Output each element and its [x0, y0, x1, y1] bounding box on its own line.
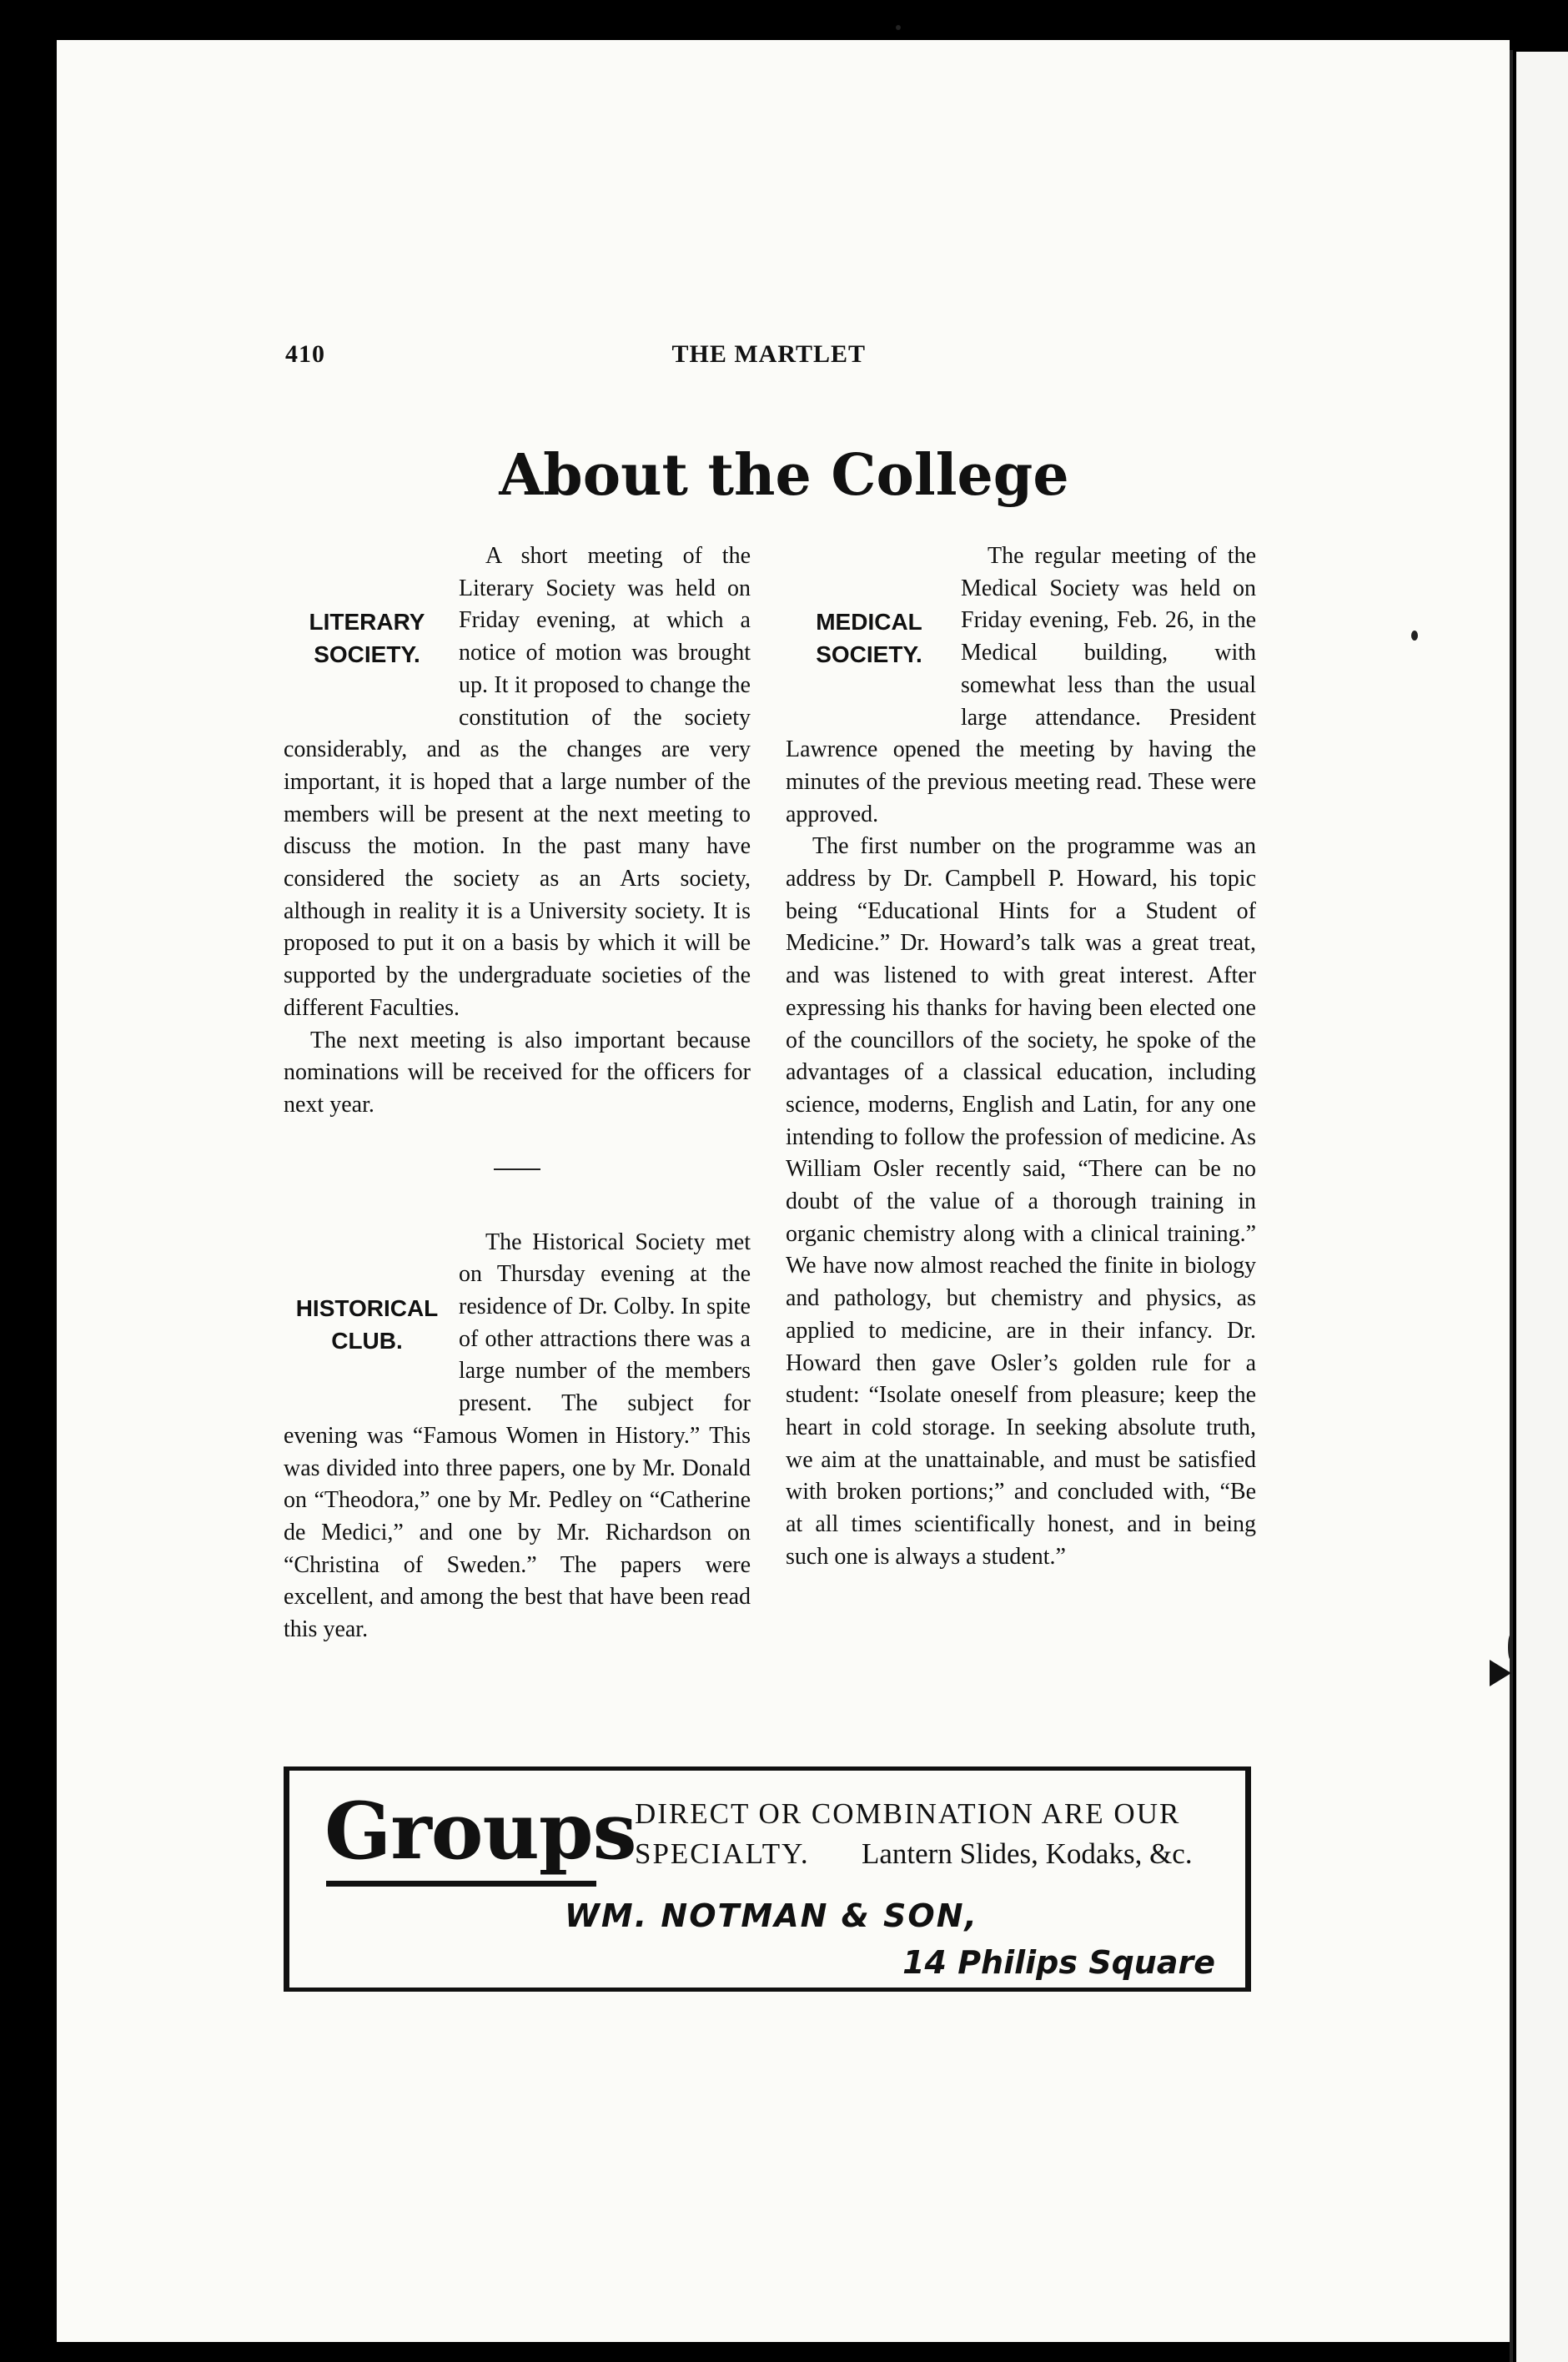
literary-society-heading: LITERARY SOCIETY.	[309, 609, 425, 667]
ink-speck	[1508, 1635, 1513, 1660]
ink-speck	[1411, 631, 1418, 641]
ad-firm-name: WM. NOTMAN & SON,	[565, 1897, 978, 1934]
medical-society-body-2: The first number on the programme was an address by Dr. Campbell P. Howard, his topic being “Educational Hints for a Student of Medicine.” Dr. Howard’s talk was a great treat, and was listened to with great interest. After expressing his thanks for having been elected one of the councillors of the society, he spoke of the advantages of a classical education, including science, moderns, English and Latin, for any one intending to follow the profession of medicine. As William Osler recently said, “There can be no doubt of the value of a thorough training in organic chemistry along with a clinical training.” We have now almost reached the finite in biology and pathology, but chemistry and physics, as applied to medicine, are in their infancy. Dr. Howard then gave Osler’s golden rule for a student: “Isolate oneself from pleasure; keep the heart in cold storage. In seeking absolute truth, we aim at the unattainable, and must be satisfied with broken portions;” and concluded with, “Be at all times scientifically honest, and in being such one is always a student.”	[786, 833, 1256, 1570]
medical-society-heading: MEDICAL SOCIETY.	[816, 609, 922, 667]
historical-club-body: The Historical Society met on Thursday evening at the residence of Dr. Colby. In spite of other attractions there was a large number of the members present. The subject for evening was “Famous Women in History.” This was divided into three papers, one by Mr. Donald on “Theodora,” one by Mr. Pedley on “Catherine de Medici,” and one by Mr. Richardson on “Christina of Sweden.” The papers were excellent, and among the best that have been read this year.	[284, 1229, 751, 1643]
page-gutter-line	[1510, 50, 1513, 2362]
ad-specialty: SPECIALTY.	[635, 1837, 810, 1870]
article-title: About the College	[499, 442, 1069, 509]
ad-headline-rule	[326, 1881, 596, 1887]
running-title: THE MARTLET	[671, 340, 866, 368]
ad-line-2	[635, 1837, 1219, 1871]
literary-society-body: A short meeting of the Literary Society was held on Friday evening, at which a notice of motion was brought up. It it proposed to change the constitution of the society considerably, and as the changes are very important, it is hoped that a large number of the members will be present at the next meeting to discuss the motion. In the past many have considered the society as an Arts society, although in reality it is a University society. It is proposed to put it on a basis by which it will be supported by the undergraduate societies of the different Faculties.	[284, 543, 751, 1021]
binding-mark	[1490, 1660, 1511, 1686]
literary-society-body-2: The next meeting is also important because nominations will be received for the officers for next year.	[284, 1027, 751, 1118]
medical-society-body: The regular meeting of the Medical Society was held on Friday evening, Feb. 26, in the Medical building, with somewhat less than the usual large attendance. President Lawrence opened the meeting by having the minutes of the previous meeting read. These were approved.	[786, 543, 1256, 827]
left-column	[284, 540, 751, 1646]
advertisement-box	[284, 1766, 1251, 1992]
section-divider	[494, 1168, 540, 1170]
page-header	[285, 340, 866, 374]
page-sheet	[57, 40, 1510, 2342]
ad-address: 14 Philips Square	[902, 1944, 1215, 1981]
ad-headline: Groups	[324, 1786, 636, 1877]
ad-line-1: DIRECT OR COMBINATION ARE OUR	[635, 1797, 1181, 1830]
next-page-edge	[1516, 52, 1568, 2362]
ad-extras: Lantern Slides, Kodaks, &c.	[862, 1837, 1193, 1870]
ink-speck	[896, 25, 901, 30]
page-number: 410	[285, 340, 325, 368]
right-column	[786, 540, 1256, 1574]
historical-club-heading: HISTORICAL CLUB.	[295, 1294, 439, 1354]
